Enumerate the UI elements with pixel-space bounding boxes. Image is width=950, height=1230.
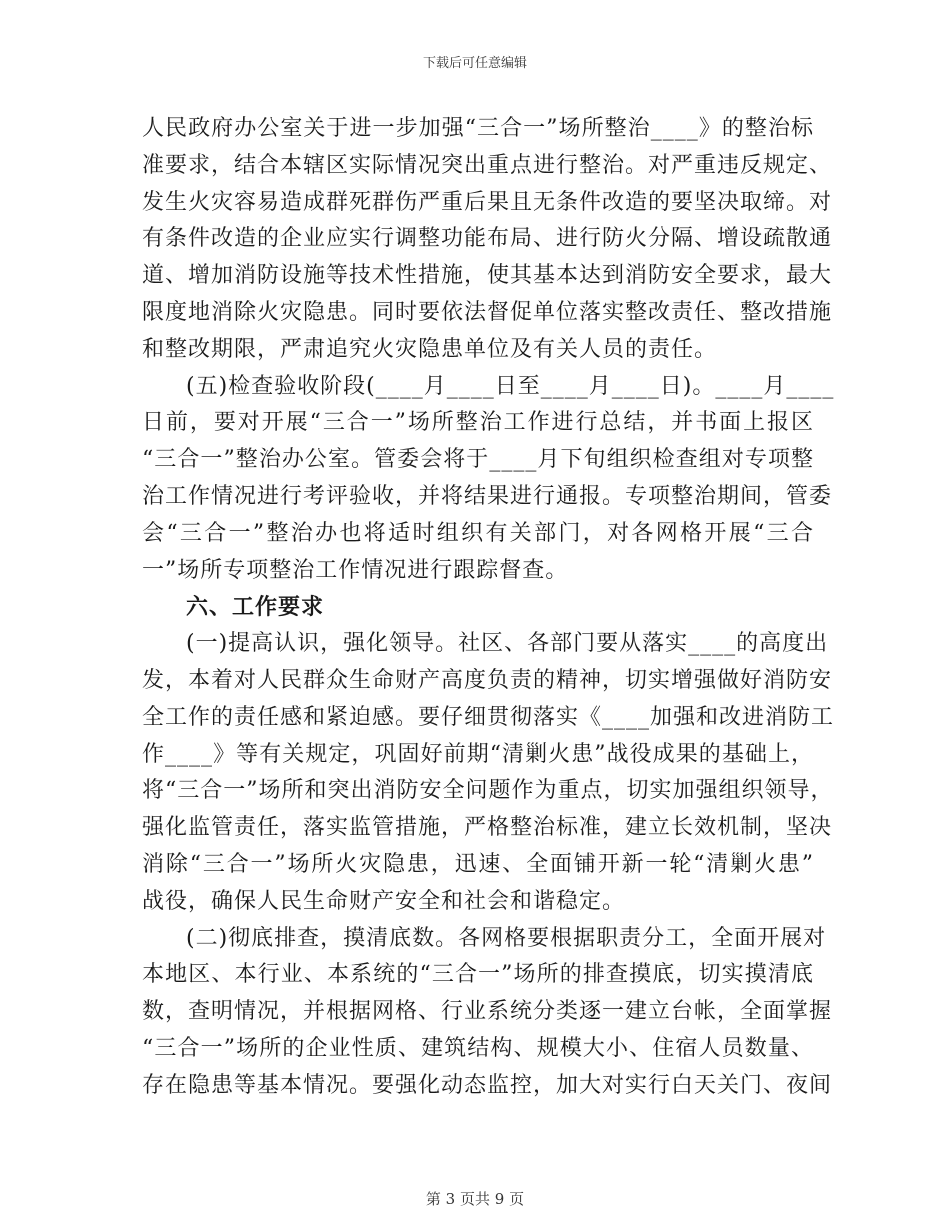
- document-body: [142, 111, 835, 1105]
- body-line: 战役，确保人民生命财产安全和社会和谐稳定。: [142, 888, 626, 914]
- subsection-1-first-line: (一)提高认识，强化领导。社区、各部门要从落实____的高度出: [186, 631, 829, 657]
- body-line: 将“三合一”场所和突出消防安全问题作为重点，切实加强组织领导，: [142, 778, 834, 804]
- body-line: 数，查明情况，并根据网格、行业系统分类逐一建立台帐，全面掌握: [142, 999, 833, 1025]
- body-line: 治工作情况进行考评验收，并将结果进行通报。专项整治期间，管委: [142, 483, 833, 509]
- body-line: 道、增加消防设施等技术性措施，使其基本达到消防安全要求，最大: [142, 263, 833, 289]
- body-line: 发生火灾容易造成群死群伤严重后果且无条件改造的要坚决取缔。对: [142, 189, 833, 215]
- body-line: 有条件改造的企业应实行调整功能布局、进行防火分隔、增设疏散通: [142, 226, 833, 252]
- subsection-2-first-line: (二)彻底排查，摸清底数。各网格要根据职责分工，全面开展对: [186, 925, 827, 951]
- section-5-first-line: (五)检查验收阶段(____月____日至____月____日)。____月____: [186, 373, 835, 399]
- body-line: 强化监管责任，落实监管措施，严格整治标准，建立长效机制，坚决: [142, 815, 833, 841]
- body-line: 作____》等有关规定，巩固好前期“清剿火患”战役成果的基础上，: [142, 741, 814, 767]
- body-line: 存在隐患等基本情况。要强化动态监控，加大对实行白天关门、夜间: [142, 1072, 833, 1098]
- body-line: 消除“三合一”场所火灾隐患，迅速、全面铺开新一轮“清剿火患”: [142, 851, 814, 877]
- body-line: 本地区、本行业、本系统的“三合一”场所的排查摸底，切实摸清底: [142, 962, 814, 988]
- body-line: 人民政府办公室关于进一步加强“三合一”场所整治____》的整治标: [142, 116, 814, 141]
- body-line: 限度地消除火灾隐患。同时要依法督促单位落实整改责任、整改措施: [142, 299, 833, 325]
- page-footer: 第 3 页共 9 页: [425, 1190, 525, 1208]
- body-line: 一”场所专项整治工作情况进行跟踪督查。: [142, 557, 569, 583]
- page-header: 下载后可任意编辑: [422, 56, 527, 71]
- body-line: 发，本着对人民群众生命财产高度负责的精神，切实增强做好消防安: [142, 667, 833, 693]
- body-line: “三合一”场所的企业性质、建筑结构、规模大小、住宿人员数量、: [142, 1035, 814, 1061]
- body-line: 会“三合一”整治办也将适时组织有关部门，对各网格开展“三合: [142, 520, 814, 546]
- section-heading: 六、工作要求: [186, 594, 325, 621]
- body-line: 日前，要对开展“三合一”场所整治工作进行总结，并书面上报区: [142, 410, 814, 436]
- body-line: “三合一”整治办公室。管委会将于____月下旬组织检查组对专项整: [142, 447, 814, 473]
- body-line: 和整改期限，严肃追究火灾隐患单位及有关人员的责任。: [142, 336, 718, 362]
- body-line: 准要求，结合本辖区实际情况突出重点进行整治。对严重违反规定、: [142, 152, 833, 178]
- body-line: 全工作的责任感和紧迫感。要仔细贯彻落实《____加强和改进消防工: [142, 704, 835, 730]
